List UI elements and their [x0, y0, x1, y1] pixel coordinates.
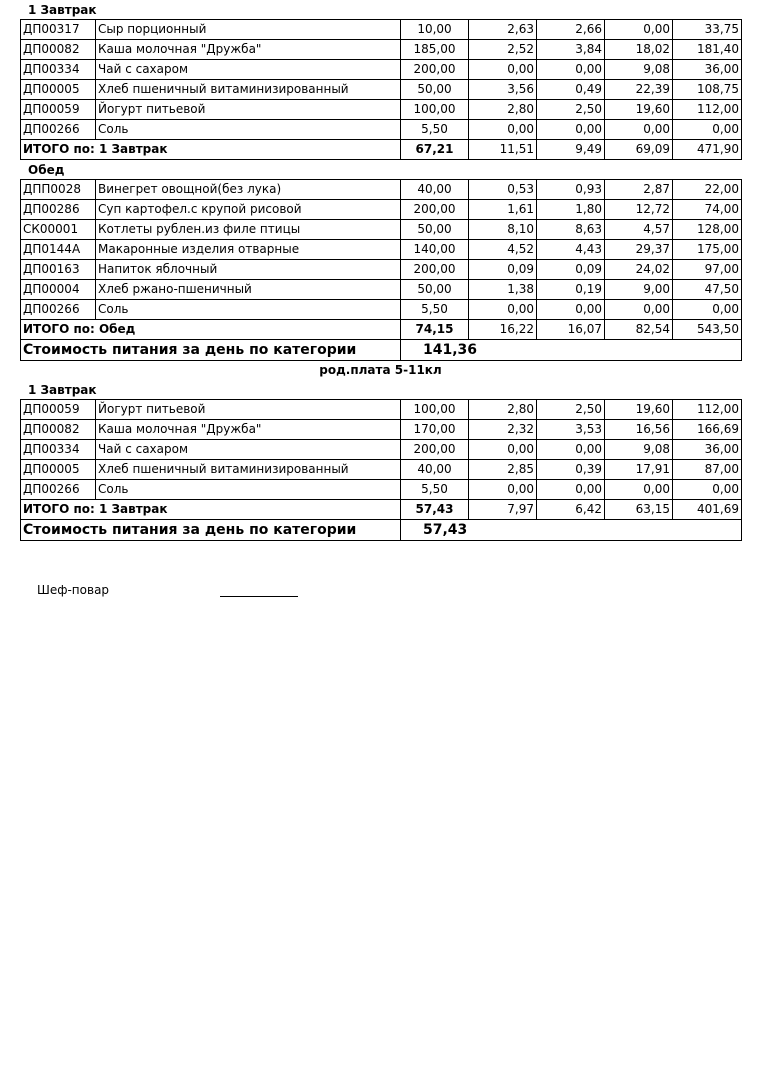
item-kcal: 128,00	[673, 220, 742, 240]
item-weight: 200,00	[401, 260, 469, 280]
item-carbs: 19,60	[605, 400, 673, 420]
cost-value: 57,43	[401, 520, 469, 541]
item-name: Макаронные изделия отварные	[96, 240, 401, 260]
item-protein: 0,00	[469, 480, 537, 500]
item-fat: 0,19	[537, 280, 605, 300]
total-row	[21, 500, 742, 520]
item-code: ДП00334	[21, 60, 96, 80]
item-kcal: 0,00	[673, 480, 742, 500]
table-row	[21, 260, 742, 280]
item-carbs: 12,72	[605, 200, 673, 220]
item-carbs: 9,08	[605, 60, 673, 80]
item-carbs: 24,02	[605, 260, 673, 280]
item-carbs: 0,00	[605, 300, 673, 320]
table-row	[21, 20, 742, 40]
item-fat: 0,09	[537, 260, 605, 280]
item-fat: 2,50	[537, 400, 605, 420]
item-weight: 10,00	[401, 20, 469, 40]
section-title: Обед	[28, 163, 65, 177]
item-fat: 1,80	[537, 200, 605, 220]
item-weight: 50,00	[401, 220, 469, 240]
item-fat: 0,00	[537, 440, 605, 460]
total-kcal: 543,50	[673, 320, 742, 340]
table-row	[21, 300, 742, 320]
total-label: ИТОГО по: Обед	[21, 320, 401, 340]
cost-blank	[469, 520, 742, 541]
item-code: ДПП0028	[21, 180, 96, 200]
item-fat: 0,00	[537, 120, 605, 140]
item-code: ДП00286	[21, 200, 96, 220]
item-protein: 0,53	[469, 180, 537, 200]
item-kcal: 112,00	[673, 400, 742, 420]
item-kcal: 166,69	[673, 420, 742, 440]
item-protein: 0,00	[469, 440, 537, 460]
table-row	[21, 80, 742, 100]
item-fat: 8,63	[537, 220, 605, 240]
table-row	[21, 280, 742, 300]
menu-table	[20, 179, 742, 361]
item-code: СК00001	[21, 220, 96, 240]
item-weight: 40,00	[401, 180, 469, 200]
item-fat: 0,49	[537, 80, 605, 100]
item-weight: 200,00	[401, 440, 469, 460]
item-protein: 2,85	[469, 460, 537, 480]
item-name: Котлеты рублен.из филе птицы	[96, 220, 401, 240]
item-code: ДП00082	[21, 420, 96, 440]
item-name: Чай с сахаром	[96, 60, 401, 80]
item-carbs: 9,08	[605, 440, 673, 460]
item-weight: 40,00	[401, 460, 469, 480]
item-code: ДП00317	[21, 20, 96, 40]
item-kcal: 108,75	[673, 80, 742, 100]
item-kcal: 0,00	[673, 120, 742, 140]
item-weight: 200,00	[401, 60, 469, 80]
item-weight: 50,00	[401, 280, 469, 300]
item-protein: 3,56	[469, 80, 537, 100]
item-code: ДП00005	[21, 460, 96, 480]
item-weight: 170,00	[401, 420, 469, 440]
item-protein: 8,10	[469, 220, 537, 240]
item-kcal: 112,00	[673, 100, 742, 120]
item-code: ДП00004	[21, 280, 96, 300]
category-title: род.плата 5-11кл	[319, 363, 442, 377]
item-carbs: 4,57	[605, 220, 673, 240]
item-weight: 5,50	[401, 120, 469, 140]
total-carbs: 63,15	[605, 500, 673, 520]
item-carbs: 22,39	[605, 80, 673, 100]
signature-label: Шеф-повар	[37, 583, 110, 597]
item-protein: 4,52	[469, 240, 537, 260]
total-carbs: 82,54	[605, 320, 673, 340]
item-kcal: 74,00	[673, 200, 742, 220]
item-code: ДП0144А	[21, 240, 96, 260]
item-code: ДП00266	[21, 120, 96, 140]
item-carbs: 0,00	[605, 20, 673, 40]
table-row	[21, 240, 742, 260]
table-row	[21, 420, 742, 440]
item-weight: 200,00	[401, 200, 469, 220]
total-fat: 6,42	[537, 500, 605, 520]
cost-label: Стоимость питания за день по категории	[21, 520, 401, 541]
item-kcal: 181,40	[673, 40, 742, 60]
cost-value: 141,36	[401, 340, 469, 361]
item-protein: 2,80	[469, 400, 537, 420]
total-protein: 11,51	[469, 140, 537, 160]
item-fat: 0,00	[537, 60, 605, 80]
item-protein: 0,00	[469, 120, 537, 140]
cost-row	[21, 520, 742, 541]
item-code: ДП00334	[21, 440, 96, 460]
cost-blank	[469, 340, 742, 361]
menu-table	[20, 19, 742, 160]
total-kcal: 471,90	[673, 140, 742, 160]
section-title: 1 Завтрак	[28, 383, 97, 397]
total-row	[21, 140, 742, 160]
item-name: Чай с сахаром	[96, 440, 401, 460]
item-protein: 1,38	[469, 280, 537, 300]
item-code: ДП00266	[21, 300, 96, 320]
menu-table	[20, 399, 742, 541]
total-weight: 74,15	[401, 320, 469, 340]
item-code: ДП00266	[21, 480, 96, 500]
item-kcal: 87,00	[673, 460, 742, 480]
total-weight: 57,43	[401, 500, 469, 520]
item-protein: 1,61	[469, 200, 537, 220]
cost-label: Стоимость питания за день по категории	[21, 340, 401, 361]
item-code: ДП00005	[21, 80, 96, 100]
table-row	[21, 60, 742, 80]
item-kcal: 97,00	[673, 260, 742, 280]
item-name: Хлеб ржано-пшеничный	[96, 280, 401, 300]
item-name: Винегрет овощной(без лука)	[96, 180, 401, 200]
table-row	[21, 460, 742, 480]
table-row	[21, 400, 742, 420]
item-protein: 2,63	[469, 20, 537, 40]
item-kcal: 33,75	[673, 20, 742, 40]
item-carbs: 17,91	[605, 460, 673, 480]
table-row	[21, 220, 742, 240]
item-name: Соль	[96, 300, 401, 320]
table-row	[21, 40, 742, 60]
total-protein: 16,22	[469, 320, 537, 340]
total-fat: 9,49	[537, 140, 605, 160]
table-row	[21, 120, 742, 140]
item-protein: 0,00	[469, 300, 537, 320]
item-protein: 2,52	[469, 40, 537, 60]
item-fat: 3,53	[537, 420, 605, 440]
item-weight: 5,50	[401, 480, 469, 500]
item-weight: 100,00	[401, 100, 469, 120]
item-carbs: 18,02	[605, 40, 673, 60]
total-weight: 67,21	[401, 140, 469, 160]
item-kcal: 0,00	[673, 300, 742, 320]
item-weight: 140,00	[401, 240, 469, 260]
total-row	[21, 320, 742, 340]
item-name: Каша молочная "Дружба"	[96, 40, 401, 60]
item-carbs: 0,00	[605, 120, 673, 140]
item-name: Сыр порционный	[96, 20, 401, 40]
item-kcal: 22,00	[673, 180, 742, 200]
item-carbs: 2,87	[605, 180, 673, 200]
item-fat: 4,43	[537, 240, 605, 260]
total-kcal: 401,69	[673, 500, 742, 520]
item-name: Хлеб пшеничный витаминизированный	[96, 80, 401, 100]
item-protein: 0,09	[469, 260, 537, 280]
item-code: ДП00082	[21, 40, 96, 60]
item-weight: 5,50	[401, 300, 469, 320]
signature-line	[220, 584, 298, 597]
item-protein: 2,80	[469, 100, 537, 120]
total-carbs: 69,09	[605, 140, 673, 160]
item-kcal: 36,00	[673, 60, 742, 80]
item-name: Соль	[96, 120, 401, 140]
cost-row	[21, 340, 742, 361]
table-row	[21, 180, 742, 200]
item-code: ДП00059	[21, 100, 96, 120]
item-name: Йогурт питьевой	[96, 400, 401, 420]
item-carbs: 9,00	[605, 280, 673, 300]
item-kcal: 175,00	[673, 240, 742, 260]
section-title: 1 Завтрак	[28, 3, 97, 17]
item-fat: 0,00	[537, 300, 605, 320]
item-code: ДП00163	[21, 260, 96, 280]
item-protein: 0,00	[469, 60, 537, 80]
table-row	[21, 440, 742, 460]
item-weight: 185,00	[401, 40, 469, 60]
item-name: Каша молочная "Дружба"	[96, 420, 401, 440]
item-code: ДП00059	[21, 400, 96, 420]
item-weight: 100,00	[401, 400, 469, 420]
table-row	[21, 480, 742, 500]
item-name: Напиток яблочный	[96, 260, 401, 280]
total-protein: 7,97	[469, 500, 537, 520]
item-kcal: 36,00	[673, 440, 742, 460]
item-name: Соль	[96, 480, 401, 500]
item-carbs: 29,37	[605, 240, 673, 260]
item-weight: 50,00	[401, 80, 469, 100]
total-fat: 16,07	[537, 320, 605, 340]
item-carbs: 16,56	[605, 420, 673, 440]
item-fat: 0,00	[537, 480, 605, 500]
item-name: Хлеб пшеничный витаминизированный	[96, 460, 401, 480]
item-fat: 2,66	[537, 20, 605, 40]
total-label: ИТОГО по: 1 Завтрак	[21, 140, 401, 160]
total-label: ИТОГО по: 1 Завтрак	[21, 500, 401, 520]
table-row	[21, 100, 742, 120]
item-kcal: 47,50	[673, 280, 742, 300]
item-name: Суп картофел.с крупой рисовой	[96, 200, 401, 220]
item-carbs: 19,60	[605, 100, 673, 120]
item-fat: 2,50	[537, 100, 605, 120]
item-carbs: 0,00	[605, 480, 673, 500]
table-row	[21, 200, 742, 220]
item-name: Йогурт питьевой	[96, 100, 401, 120]
item-fat: 3,84	[537, 40, 605, 60]
item-fat: 0,39	[537, 460, 605, 480]
item-fat: 0,93	[537, 180, 605, 200]
item-protein: 2,32	[469, 420, 537, 440]
